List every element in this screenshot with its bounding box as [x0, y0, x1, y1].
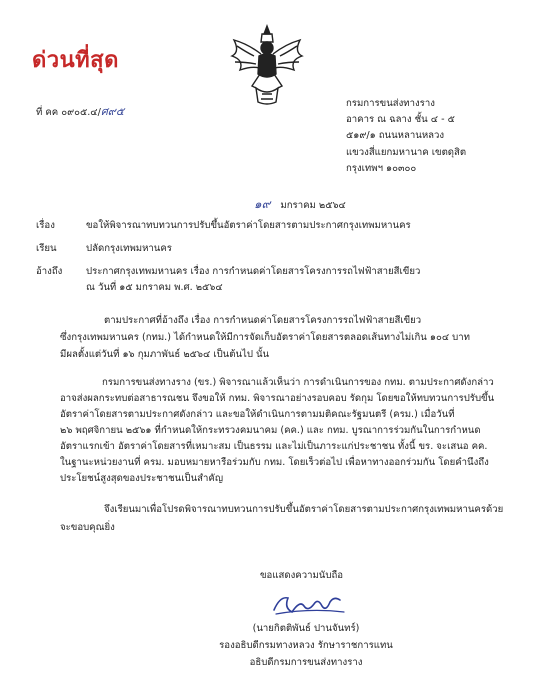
document-date: [254, 195, 346, 214]
paragraph-1-line: ซึ่งกรุงเทพมหานคร (กทม.) ได้กำหนดให้มีการจัดเก็บอัตราค่าโดยสารตลอดเส้นทางไม่เกิน ๑๐๔ บาท: [60, 332, 470, 343]
paragraph-2-line: ประโยชน์สูงสุดของประชาชนเป็นสำคัญ: [60, 473, 223, 484]
paragraph-1-line: ตามประกาศที่อ้างถึง เรื่อง การกำหนดค่าโดยสารโครงการรถไฟฟ้าสายสีเขียว: [104, 315, 422, 326]
paragraph-2-line: ๒๖ พฤศจิกายน ๒๕๖๑ ที่กำหนดให้กระทรวงคมนาคม (คค.) และ กทม. บูรณาการร่วมกันในการกำหนด: [60, 425, 481, 436]
reference-label: อ้างถึง: [36, 266, 63, 277]
sender-address-line: กรุงเทพฯ ๑๐๓๐๐: [346, 162, 417, 174]
recipient-label: เรียน: [36, 243, 57, 254]
paragraph-2-line: อัตราค่าโดยสารตามประกาศดังกล่าว และขอให้ดำเนินการตามมติคณะรัฐมนตรี (ครม.) เมื่อวันที่: [60, 409, 455, 420]
paragraph-3-line: จึงเรียนมาเพื่อโปรดพิจารณาทบทวนการปรับขึ้นอัตราค่าโดยสารตามประกาศกรุงเทพมหานครด้วย: [104, 504, 504, 515]
reference-line: ณ วันที่ ๑๕ มกราคม พ.ศ. ๒๕๖๔: [86, 282, 223, 293]
document-number-handwritten: ศ๙๕: [100, 105, 125, 118]
sender-address-line: กรมการขนส่งทางราง: [346, 98, 435, 109]
signature-icon: [270, 590, 348, 618]
document-number: [36, 102, 124, 120]
urgency-stamp: ด่วนที่สุด: [32, 48, 119, 73]
subject-label: เรื่อง: [36, 220, 55, 231]
date-day-handwritten: ๑๙: [254, 197, 271, 211]
signatory-position-2: อธิบดีกรมการขนส่งทางราง: [249, 657, 363, 668]
date-month-year: มกราคม ๒๕๖๔: [280, 200, 346, 211]
paragraph-2-line: อาจส่งผลกระทบต่อสาธารณชน จึงขอให้ กทม. พิจารณาอย่างรอบคอบ รัดกุม โดยขอให้ทบทวนการปรับขึ้น: [60, 393, 495, 404]
sender-address-line: แขวงสี่แยกมหานาค เขตดุสิต: [346, 146, 467, 158]
document-number-prefix: ที่ คค ๐๙๐๕.๔/: [36, 107, 101, 118]
reference-line: ประกาศกรุงเทพมหานคร เรื่อง การกำหนดค่าโดยสารโครงการรถไฟฟ้าสายสีเขียว: [86, 266, 421, 277]
sender-address-line: อาคาร ณ ฉลาง ชั้น ๔ - ๕: [346, 114, 455, 126]
garuda-emblem-icon: [226, 22, 308, 108]
sender-address: [346, 96, 466, 177]
paragraph-1-line: มีผลตั้งแต่วันที่ ๑๖ กุมภาพันธ์ ๒๕๖๔ เป็นต้นไป นั้น: [60, 349, 270, 360]
recipient-text: ปลัดกรุงเทพมหานคร: [86, 243, 172, 254]
paragraph-2-line: อัตราแรกเข้า อัตราค่าโดยสารที่เหมาะสม เป็นธรรม และไม่เป็นภาระแก่ประชาชน ทั้งนี้ ขร. จะเสนอ คค.: [60, 441, 488, 452]
signatory-position-1: รองอธิบดีกรมทางหลวง รักษาราชการแทน: [219, 640, 393, 651]
signatory-name: (นายกิตติพันธ์ ปานจันทร์): [252, 623, 360, 634]
closing-salutation: ขอแสดงความนับถือ: [260, 570, 344, 581]
paragraph-2-line: ในฐานะหน่วยงานที่ ครม. มอบหมายหารือร่วมกับ กทม. โดยเร็วต่อไป เพื่อหาทางออกร่วมกัน โดยคำนึงถึง: [60, 457, 489, 468]
subject-text: ขอให้พิจารณาทบทวนการปรับขึ้นอัตราค่าโดยสารตามประกาศกรุงเทพมหานคร: [86, 220, 411, 231]
paragraph-2-line: กรมการขนส่งทางราง (ขร.) พิจารณาแล้วเห็นว่า การดำเนินการของ กทม. ตามประกาศดังกล่าว: [102, 377, 494, 388]
sender-address-line: ๕๑๙/๑ ถนนหลานหลวง: [346, 130, 445, 142]
paragraph-3-line: จะขอบคุณยิ่ง: [60, 522, 115, 533]
